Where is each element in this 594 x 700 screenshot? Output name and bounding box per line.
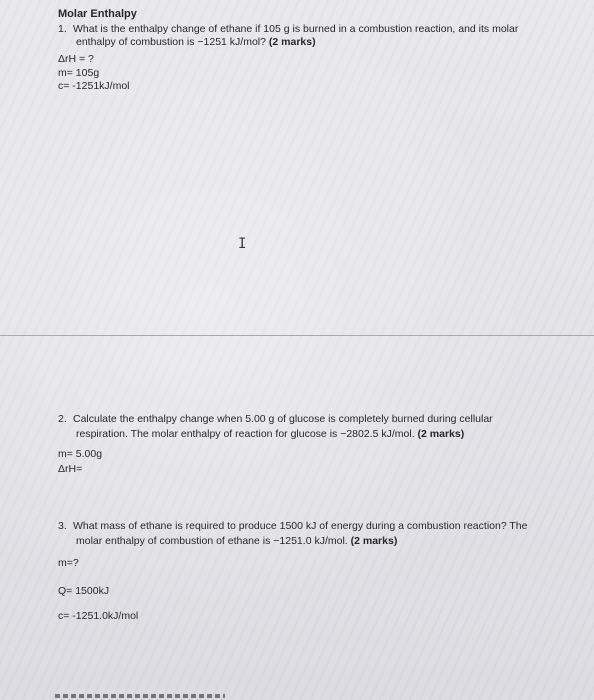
question-1-line-1 [58, 23, 518, 36]
question-2-answer-mass: m= 5.00g [58, 448, 103, 460]
question-1-answer-enthalpy: c= -1251kJ/mol [58, 80, 130, 92]
question-3-answer-energy: Q= 1500kJ [58, 585, 110, 597]
question-2-answer-delta-h: ΔrH= [58, 463, 83, 475]
question-3-marks: (2 marks) [350, 535, 398, 547]
question-3-text-line-1: What mass of ethane is required to produce 1500 kJ of energy during a combustion reaction? The [73, 520, 528, 532]
question-2-line-2 [76, 428, 464, 441]
question-2-line-1 [58, 413, 493, 426]
question-1-line-2 [76, 36, 316, 49]
question-3-text-line-2: molar enthalpy of combustion of ethane is −1251.0 kJ/mol. [76, 535, 348, 547]
section-divider [0, 335, 594, 336]
question-3-answer-enthalpy: c= -1251.0kJ/mol [58, 610, 139, 622]
question-2-number: 2. [58, 413, 67, 425]
question-2-text-line-2: respiration. The molar enthalpy of reaction for glucose is −2802.5 kJ/mol. [76, 428, 415, 440]
question-1-text-line-1: What is the enthalpy change of ethane if 105 g is burned in a combustion reaction, and its molar [73, 23, 519, 35]
question-3-answer-mass: m=? [58, 557, 79, 569]
cut-off-next-line [55, 694, 225, 698]
worksheet-heading: Molar Enthalpy [58, 8, 137, 20]
question-3-line-2 [76, 535, 397, 548]
question-3-line-1 [58, 520, 528, 533]
question-2-marks: (2 marks) [417, 428, 465, 440]
question-1-answer-delta-h: ΔrH = ? [58, 53, 94, 65]
question-1-text-line-2: enthalpy of combustion is −1251 kJ/mol? [76, 36, 266, 48]
question-3-number: 3. [58, 520, 67, 532]
question-2-text-line-1: Calculate the enthalpy change when 5.00 g of glucose is completely burned during cellular [73, 413, 493, 425]
question-1-answer-mass: m= 105g [58, 67, 100, 79]
question-1-marks: (2 marks) [268, 36, 316, 48]
question-1-number: 1. [58, 23, 67, 35]
text-cursor-icon: I [238, 236, 247, 252]
